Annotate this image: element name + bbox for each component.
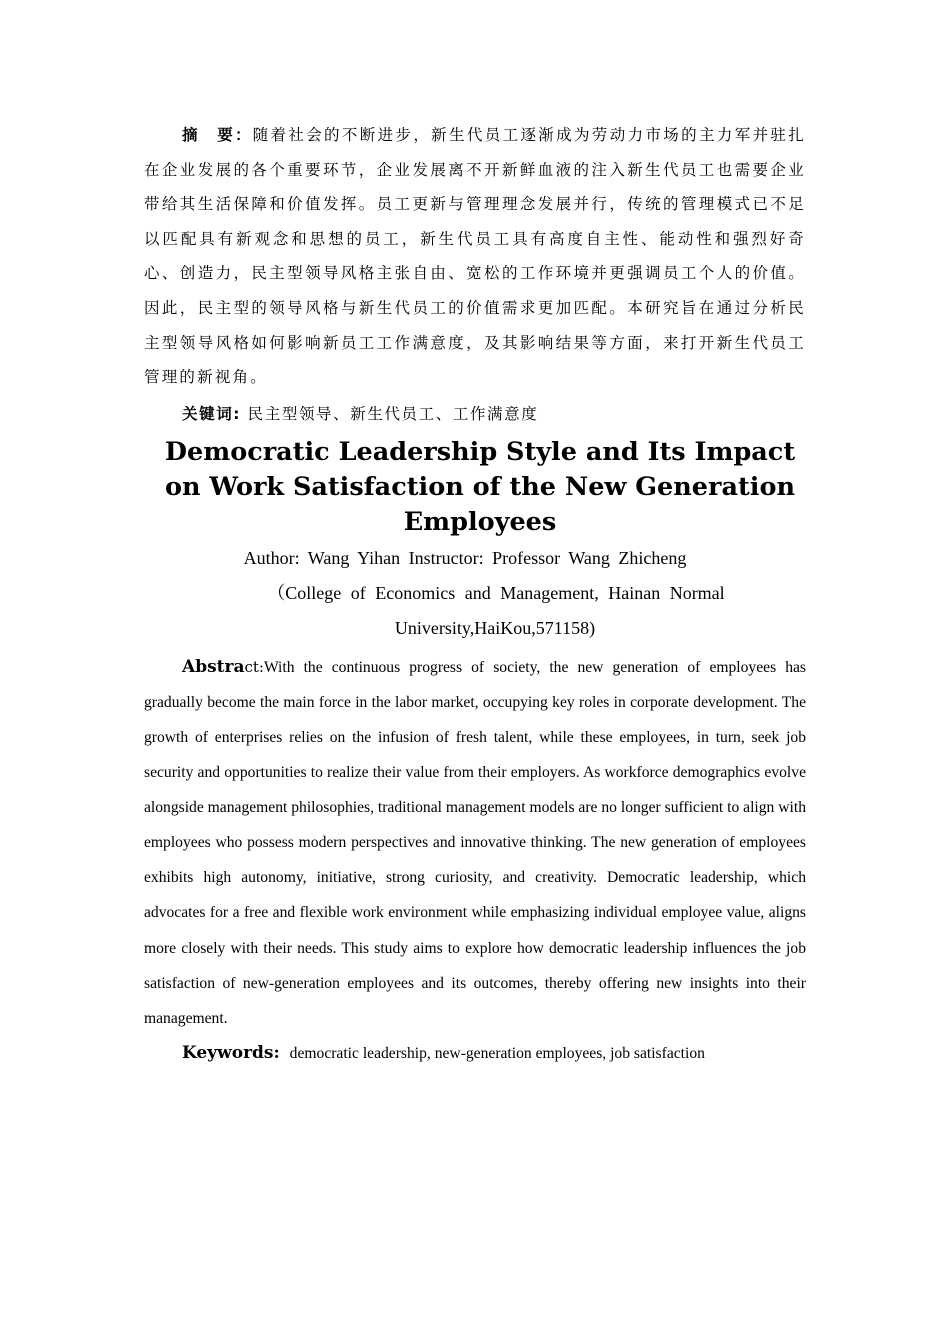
page-content <box>144 118 806 1071</box>
english-abstract-label-bold: Abstra <box>182 656 245 677</box>
chinese-abstract-text: 随着社会的不断进步，新生代员工逐渐成为劳动力市场的主力军并驻扎在企业发展的各个重要环节，企业发展离不开新鲜血液的注入新生代员工也需要企业带给其生活保障和价值发挥。员工更新与管理理念发展并行，传统的管理模式已不足以匹配具有新观念和思想的员工，新生代员工具有高度自主性、能动性和强烈好奇心、创造力，民主型领导风格主张自由、宽松的工作环境并更强调员工个人的价值。因此，民主型的领导风格与新生代员工的价值需求更加匹配。本研究旨在通过分析民主型领导风格如何影响新员工工作满意度，及其影响结果等方面，来打开新生代员工管理的新视角。 <box>144 126 806 387</box>
chinese-keywords-label: 关键词: <box>182 404 242 423</box>
affiliation-line-2: University,HaiKou,571158) <box>394 617 596 638</box>
english-abstract-label-rest: ct: <box>244 657 264 676</box>
author-line: Author: Wang Yihan Instructor: Professor Wang Zhicheng <box>243 547 687 568</box>
chinese-abstract <box>144 118 806 395</box>
chinese-keywords-text: 民主型领导、新生代员工、工作满意度 <box>247 404 539 423</box>
english-abstract <box>144 650 806 1036</box>
english-keywords <box>144 1036 806 1071</box>
chinese-abstract-label: 摘 要： <box>182 126 253 144</box>
english-keywords-text: democratic leadership, new-generation employees, job satisfaction <box>289 1044 705 1062</box>
english-title: Democratic Leadership Style and Its Impact on Work Satisfaction of the New Generation Employees <box>164 436 796 537</box>
english-keywords-label: Keywords: <box>182 1042 280 1063</box>
affiliation-line-1: （College of Economics and Management, Hainan Normal <box>267 582 725 603</box>
english-abstract-text: With the continuous progress of society, the new generation of employees has gradually become the main force in the labor market, occupying key roles in corporate development. The growth of enterprises relies on the infusion of fresh talent, while these employees, in turn, seek job security and opportunities to realize their value from their employers. As workforce demographics evolve alongside management philosophies, traditional management models are no longer sufficient to align with employees who possess modern perspectives and innovative thinking. The new generation of employees exhibits high autonomy, initiative, strong curiosity, and creativity. Democratic leadership, which advocates for a free and flexible work environment while emphasizing individual employee value, aligns more closely with their needs. This study aims to explore how democratic leadership influences the job satisfaction of new-generation employees and its outcomes, thereby offering new insights into their management. <box>144 658 806 1027</box>
chinese-keywords <box>144 399 806 429</box>
